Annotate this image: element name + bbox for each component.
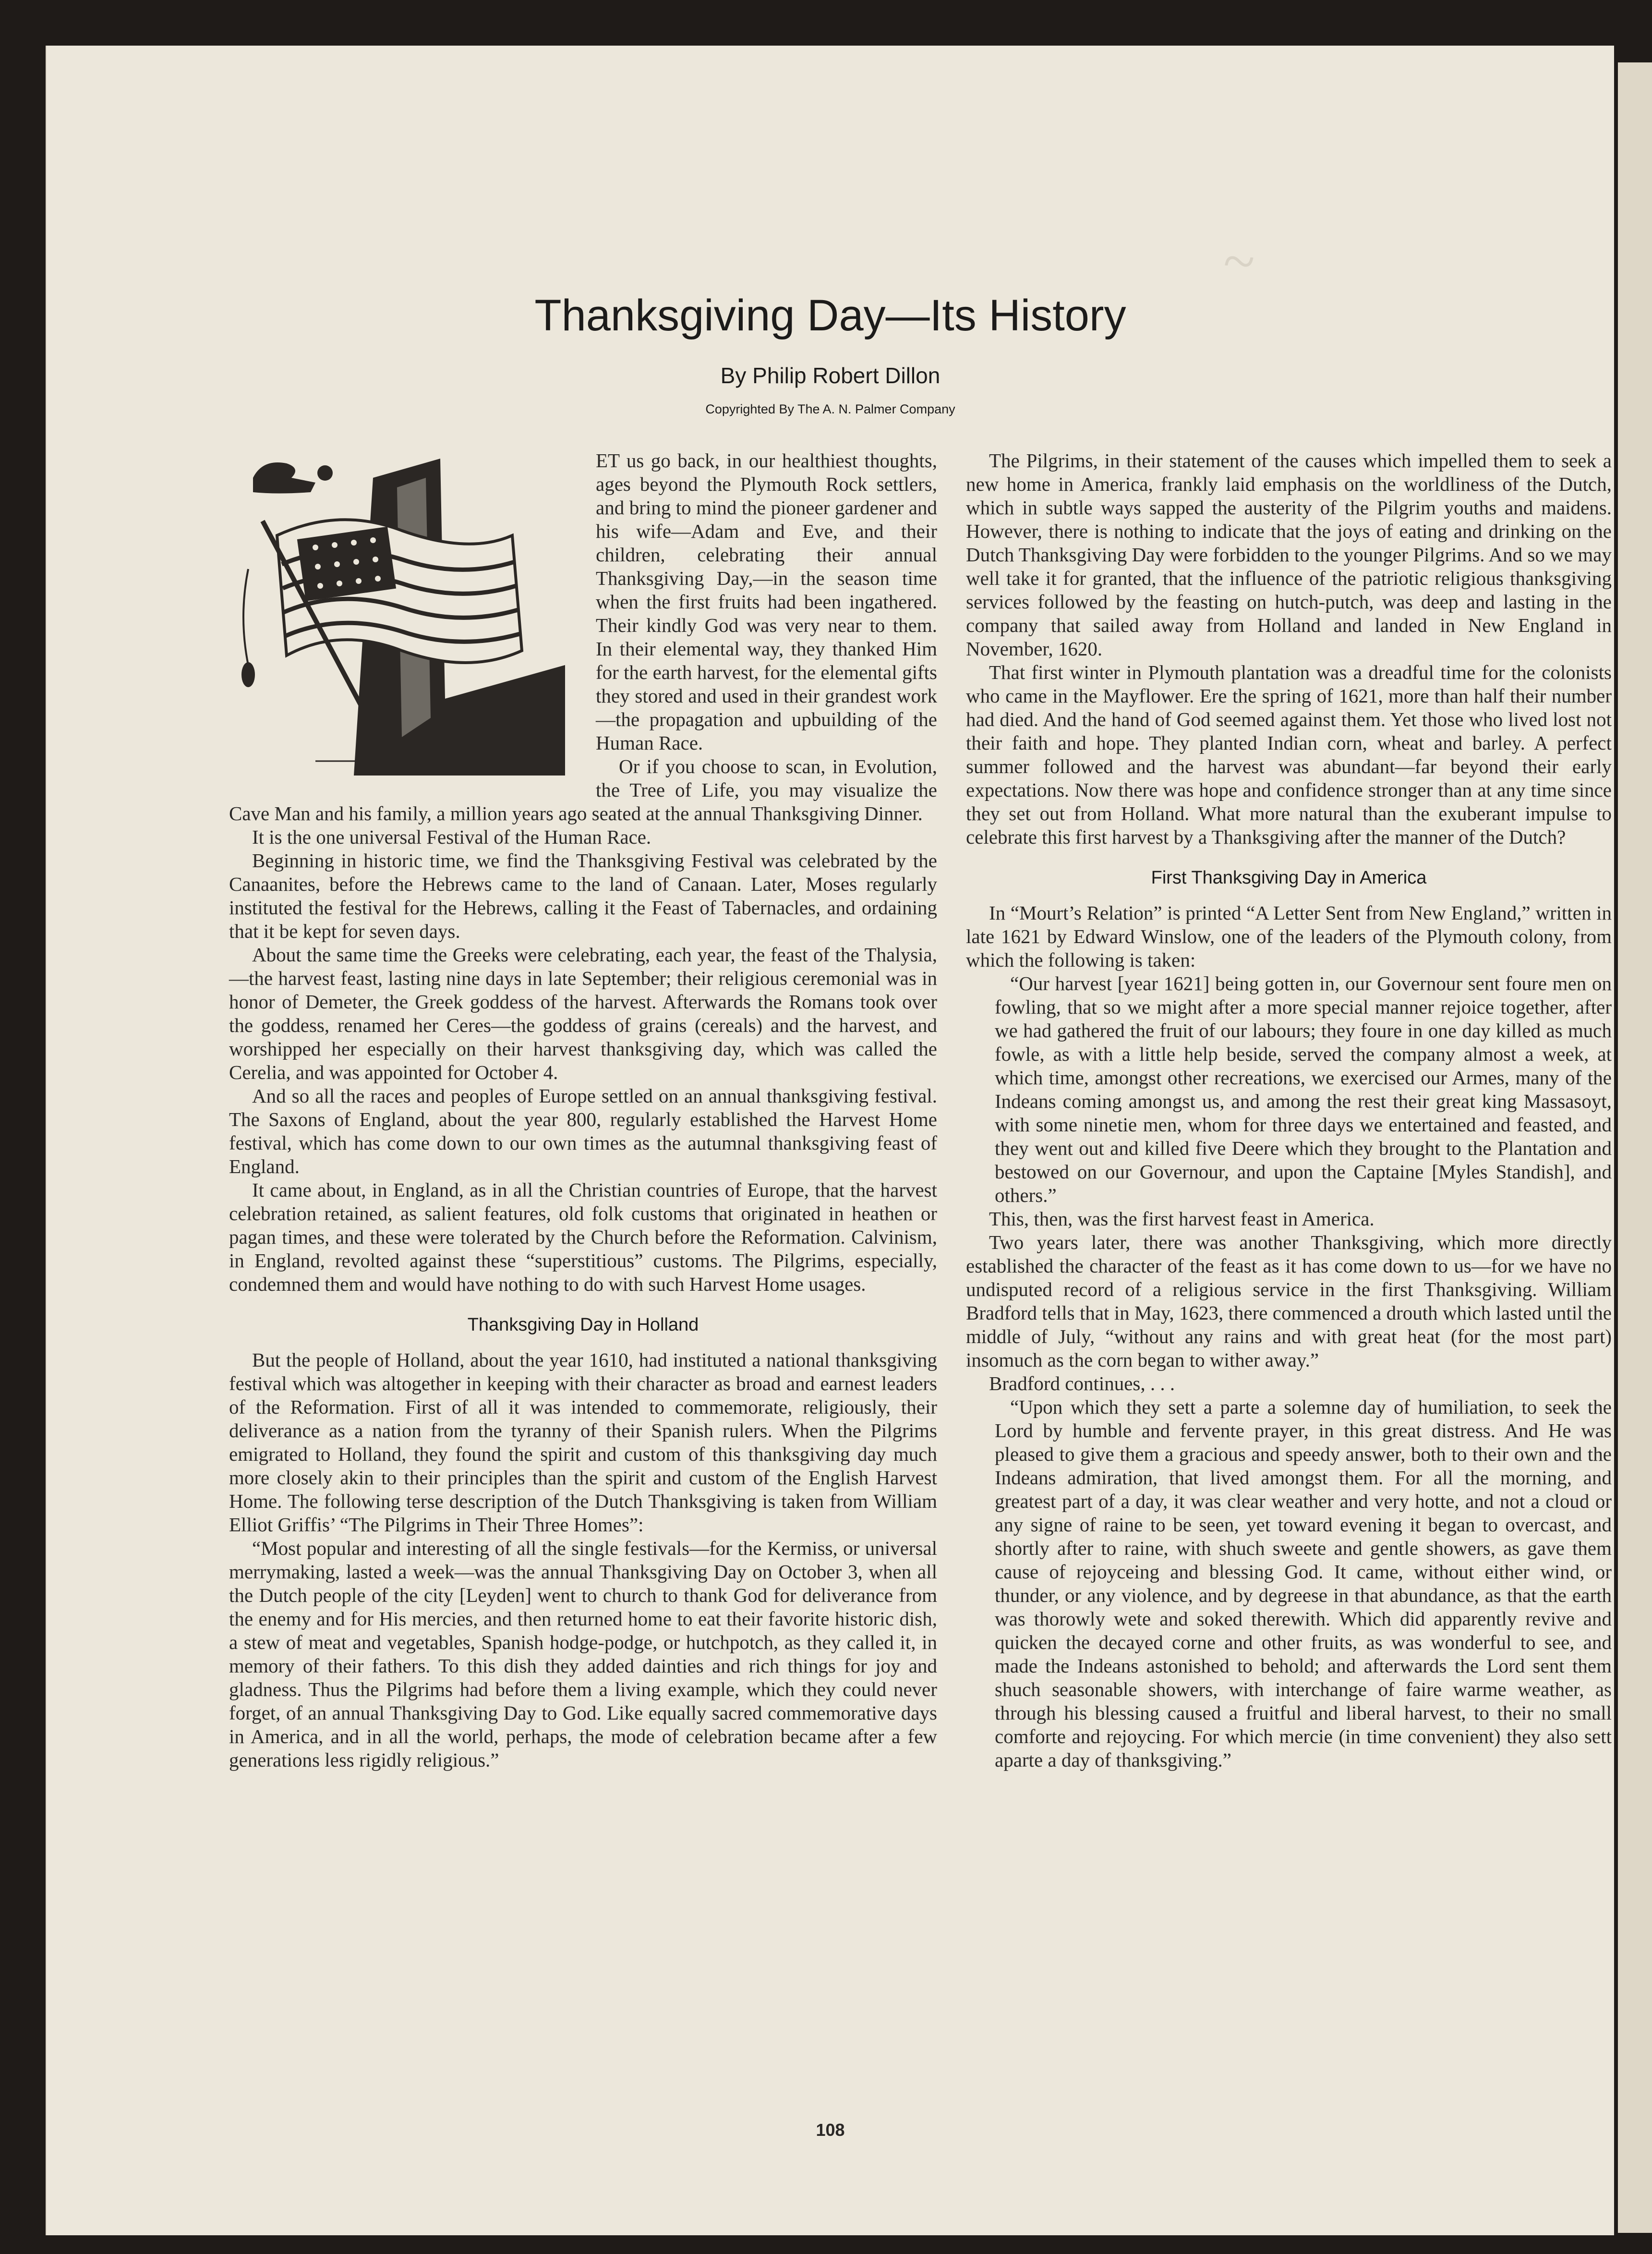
left-column	[229, 449, 937, 1772]
body-paragraph: Or if you choose to scan, in Evolution, the Tree of Life, you may visualize the Cave Man and his family, a million years ago seated at the annual Thanksgiving Dinner.	[229, 755, 937, 824]
quote-paragraph: “Upon which they sett a parte a solemne day of humiliation, to seek the Lord by humble and fervente prayer, in this great distress. And He was pleased to give them a gracious and speedy answer, both to their own and the Indeans admiration, that lived amongst them. For all the morning, and greatest part of a day, it was clear weather and very hotte, and not a cloud or any signe of raine to be seen, yet toward evening it began to overcast, and shortly after to raine, with shuch sweete and gentle showers, as gave them cause of rejoyceing and blessing God. It came, without either wind, or thunder, or any violence, and by degreese in that abundance, as that the earth was thorowly wete and soked therewith. Which did apparently revive and quicken the decayed corne and other fruits, as was wonderful to see, and made the Indeans astonished to behold; and afterwards the Lord sent them shuch seasonable showers, with interchange of faire warme weather, as through his blessing caused a fruitful and liberal harvest, to their no small comforte and rejoycing. For which mercie (in time convenient) they also sett aparte a day of thanksgiving.”	[995, 1396, 1612, 1771]
adjacent-page-edge	[1618, 62, 1652, 2233]
intro-paragraph: ET us go back, in our healthiest thoughts, ages beyond the Plymouth Rock settlers, and bring to mind the pioneer gardener and his wife—Adam and Eve, and their children, celebrating their annual Thanksgiving Day,—in the season time when the first fruits had been ingathered. Their kindly God was very near to them. In their elemental way, they thanked Him for the earth harvest, for the elemental gifts they stored and used in their grandest work—the propagation and upbuilding of the Human Race.	[596, 449, 937, 754]
body-paragraph: Two years later, there was another Thanksgiving, which more directly established the character of the feast as it has come down to us—for we have no undisputed record of a religious service in the first Thanksgiving. William Bradford tells that in May, 1623, there commenced a drouth which lasted until the middle of July, “without any rains and with great heat (for the most part) insomuch as the corn began to wither away.”	[966, 1231, 1612, 1371]
copyright-notice: Copyrighted By The A. N. Palmer Company	[705, 402, 955, 416]
quote-paragraph: “Most popular and interesting of all the single festivals—for the Kermiss, or universal merrymaking, lasted a week—was the annual Thanksgiving Day on October 3, when all the Dutch people of the city [Leyden] went to church to thank God for deliverance from the enemy and for His mercies, and then returned home to eat their favorite historic dish, a stew of meat and vegetables, Spanish hodge-podge, or hutchpotch, as they called it, in memory of their fathers. To this dish they added dainties and rich things for joy and gladness. Thus the Pilgrims had before them a living example, which they could never forget, of an annual Thanksgiving Day to God. Like equally sacred commemorative days in America, and in all the world, perhaps, the mode of celebration became after a few generations less rigidly religious.”	[229, 1537, 937, 1771]
body-paragraph: The Pilgrims, in their statement of the causes which impelled them to seek a new home in America, frankly laid emphasis on the worldliness of the Dutch, which in subtle ways sapped the austerity of the Pilgrim youths and maidens. However, there is nothing to indicate that the joys of eating and drinking on the Dutch Thanksgiving Day were forbidden to the younger Pilgrims. And so we may well take it for granted, that the influence of the patriotic religious thanksgiving services followed by the feasting on hutch-putch, was deep and lasting in the company that sailed away from Holland and landed in New England in November, 1620.	[966, 449, 1612, 660]
body-paragraph: About the same time the Greeks were celebrating, each year, the feast of the Thalysia,—the harvest feast, lasting nine days in late September; their religious ceremonial was in honor of Demeter, the Greek goddess of the harvest. Afterwards the Romans took over the goddess, renamed her Ceres—the goddess of grains (cereals) and the harvest, and worshipped her especially on their harvest thanksgiving day, which was called the Cerelia, and was appointed for October 4.	[229, 944, 937, 1083]
page-number: 108	[816, 2120, 845, 2140]
bradford-quote	[995, 1395, 1612, 1772]
body-paragraph: But the people of Holland, about the year 1610, had instituted a national thanksgiving festival which was altogether in keeping with their character as broad and earnest leaders of the Reformation. First of all it was intended to commemorate, religiously, their deliverance as a nation from the tyranny of their Spanish rulers. When the Pilgrims emigrated to Holland, they found the spirit and custom of this thanksgiving day much more closely akin to their principles than the spirit and custom of the English Harvest Home. The following terse description of the Dutch Thanksgiving is taken from William Elliot Griffis’ “The Pilgrims in Their Three Homes”:	[229, 1349, 937, 1536]
magazine-page	[46, 46, 1614, 2235]
winslow-quote	[995, 972, 1612, 1207]
initial-letter-l-illustration	[219, 449, 584, 780]
body-paragraph: It came about, in England, as in all the Christian countries of Europe, that the harvest celebration retained, as salient features, old folk customs that originated in heathen or pagan times, and these were tolerated by the Church before the Reformation. Calvinism, in England, revolted against these “superstitious” customs. The Pilgrims, especially, condemned them and would have nothing to do with such Harvest Home usages.	[229, 1179, 937, 1295]
article-byline: By Philip Robert Dillon	[720, 363, 941, 388]
body-paragraph: This, then, was the first harvest feast in America.	[989, 1208, 1375, 1230]
body-paragraph: It is the one universal Festival of the Human Race.	[252, 826, 651, 848]
body-paragraph: That first winter in Plymouth plantation was a dreadful time for the colonists who came in the Mayflower. Ere the spring of 1621, more than half their number had died. And the hand of God seemed against them. Yet those who lived lost not their faith and hope. They planted Indian corn, wheat and barley. A perfect summer followed and the harvest was abundant—far beyond their early expectations. Now there was hope and confidence stronger than at any time since they set out from Holland. What more natural than the exuberant impulse to celebrate this first harvest by a Thanksgiving after the manner of the Dutch?	[966, 661, 1612, 848]
body-paragraph: Beginning in historic time, we find the Thanksgiving Festival was celebrated by the Canaanites, before the Hebrews came to the land of Canaan. Later, Moses regularly instituted the festival for the Hebrews, calling it the Feast of Tabernacles, and ordaining that it be kept for seven days.	[229, 849, 937, 942]
show-through-heading: ~	[1220, 228, 1258, 294]
subheading-first-thanksgiving: First Thanksgiving Day in America	[1151, 868, 1427, 888]
body-paragraph: In “Mourt’s Relation” is printed “A Letter Sent from New England,” written in late 1621 by Edward Winslow, one of the leaders of the Plymouth colony, from which the following is taken:	[966, 902, 1612, 971]
body-paragraph: And so all the races and peoples of Europe settled on an annual thanksgiving festival. The Saxons of England, about the year 800, regularly established the Harvest Home festival, which has come down to our own times as the autumnal thanksgiving feast of England.	[229, 1085, 937, 1177]
body-paragraph: Bradford continues, . . .	[989, 1372, 1175, 1394]
right-column	[966, 449, 1612, 1772]
subheading-holland: Thanksgiving Day in Holland	[467, 1315, 699, 1335]
article-title: Thanksgiving Day—Its History	[534, 291, 1126, 340]
quote-paragraph: “Our harvest [year 1621] being gotten in, our Governour sent foure men on fowling, that so we might after a more special manner rejoice together, after we had gathered the fruit of our labours; they foure in one day killed as much fowle, as with a little help beside, served the company almost a week, at which time, amongst other recreations, we exercised our Armes, many of the Indeans coming amongst us, and among the rest their great king Massasoyt, with some ninetie men, whom for three days we entertained and feasted, and they went out and killed five Deere which they brought to the Plantation and bestowed on our Governour, and upon the Captaine [Myles Standish], and others.”	[995, 972, 1612, 1206]
